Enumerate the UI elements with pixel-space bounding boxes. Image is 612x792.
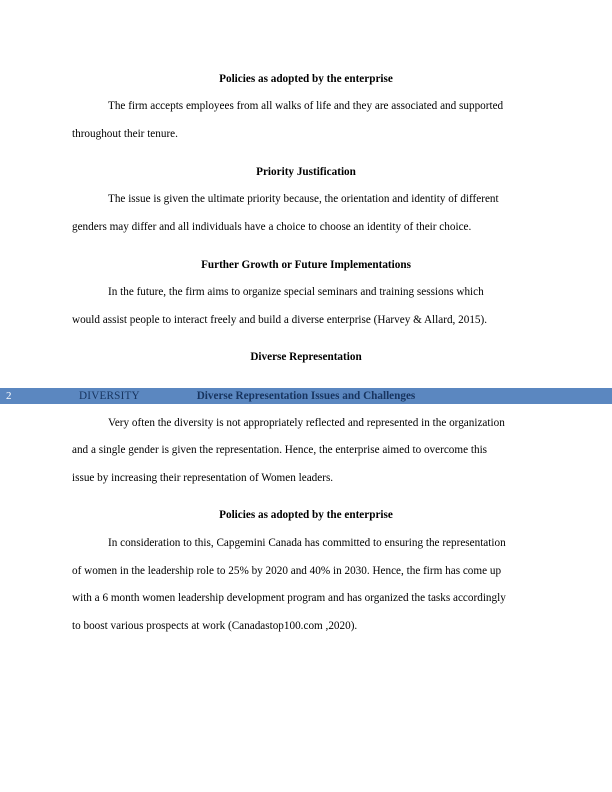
paragraph-line: throughout their tenure. [72,128,178,140]
paragraph-line: would assist people to interact freely and build a diverse enterprise (Harvey & Allard, 2015). [72,314,488,326]
paragraph-line: In consideration to this, Capgemini Canada has committed to ensuring the representation [108,537,506,549]
section-heading-policies-2: Policies as adopted by the enterprise [219,509,393,521]
section-heading-policies: Policies as adopted by the enterprise [219,73,393,85]
section-heading-diverse-representation: Diverse Representation [250,351,362,363]
paragraph-line: The issue is given the ultimate priority because, the orientation and identity of different [108,193,499,205]
running-head: DIVERSITY [79,390,140,402]
paragraph-line: of women in the leadership role to 25% by 2020 and 40% in 2030. Hence, the firm has come up [72,565,502,577]
paragraph-line: The firm accepts employees from all walks of life and they are associated and supported [108,100,504,112]
paragraph-line: Very often the diversity is not appropriately reflected and represented in the organization [108,417,505,429]
page-number: 2 [6,390,12,402]
paragraph-line: and a single gender is given the representation. Hence, the enterprise aimed to overcome this [72,444,488,456]
section-heading-future-implementations: Further Growth or Future Implementations [201,259,411,271]
paragraph-line: to boost various prospects at work (Canadastop100.com ,2020). [72,620,358,632]
section-heading-issues-challenges: Diverse Representation Issues and Challenges [196,390,416,402]
paragraph-line: with a 6 month women leadership development program and has organized the tasks accordingly [72,592,506,604]
paragraph-line: genders may differ and all individuals have a choice to choose an identity of their choice. [72,221,472,233]
section-heading-priority-justification: Priority Justification [256,166,356,178]
paragraph-line: In the future, the firm aims to organize special seminars and training sessions which [108,286,484,298]
paragraph-line: issue by increasing their representation of Women leaders. [72,472,334,484]
